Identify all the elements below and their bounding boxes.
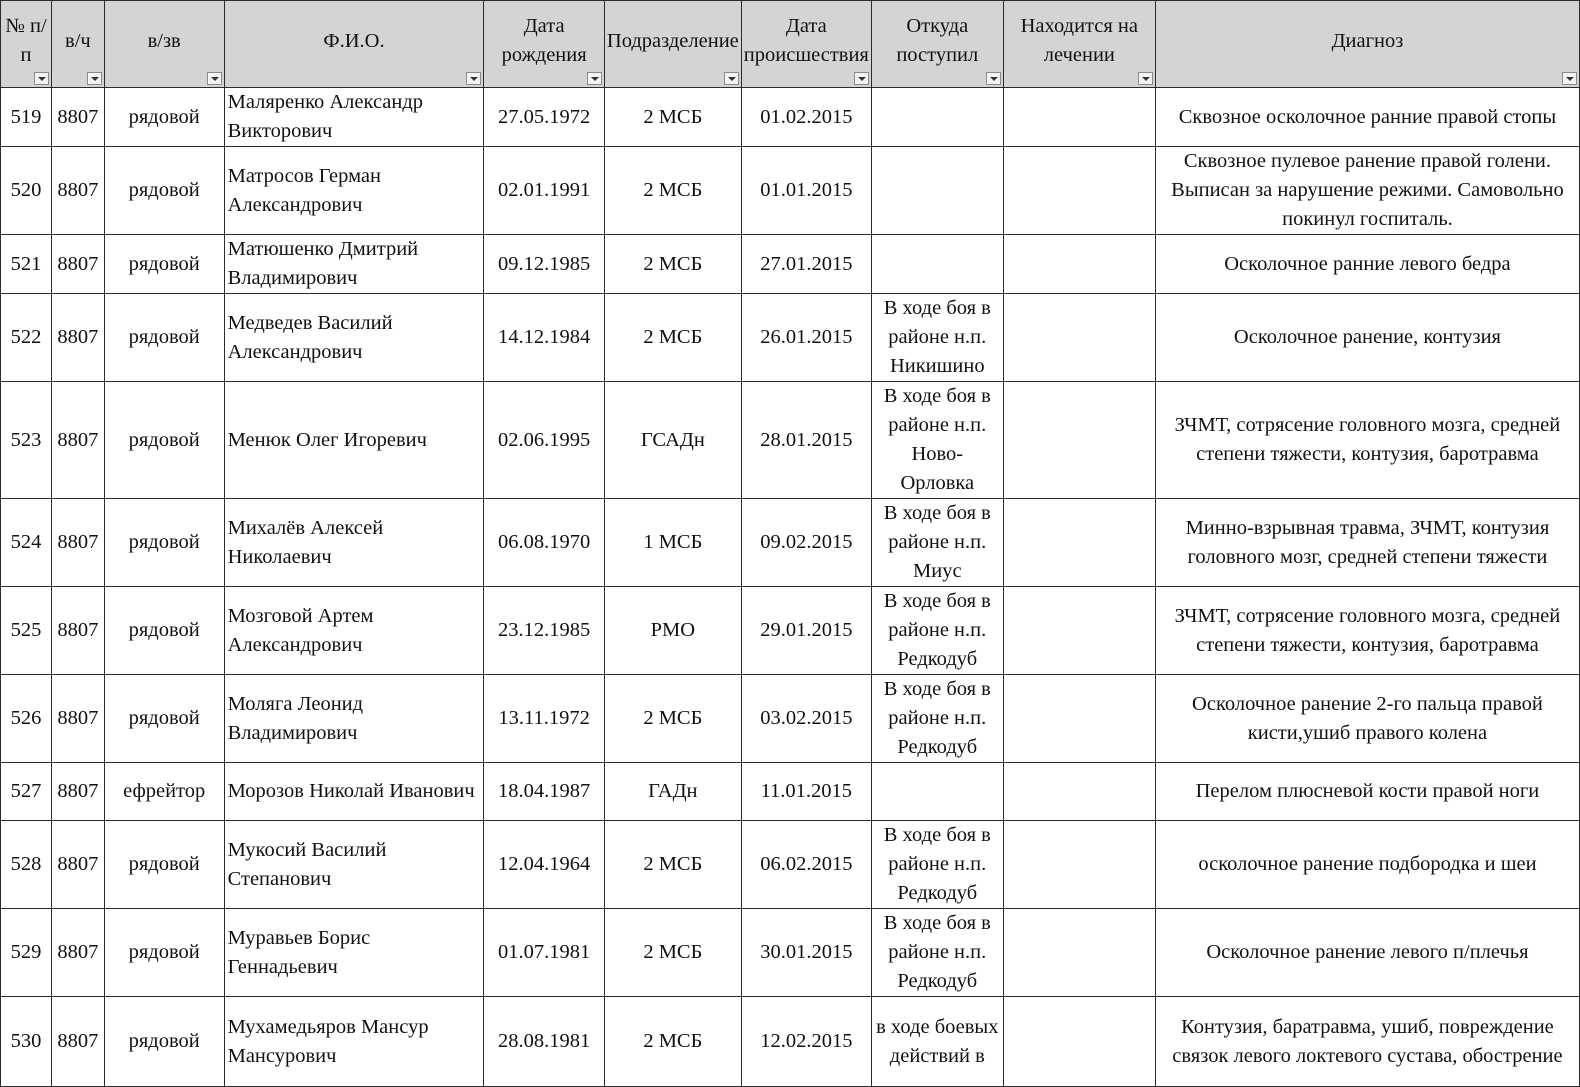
cell-division[interactable]: 2 МСБ [604, 147, 741, 235]
cell-origin[interactable] [871, 147, 1003, 235]
cell-num[interactable]: 529 [1, 909, 52, 997]
cell-incident[interactable]: 27.01.2015 [741, 235, 871, 294]
cell-rank[interactable]: рядовой [104, 88, 224, 147]
cell-unit[interactable]: 8807 [52, 147, 105, 235]
cell-name[interactable]: Мухамедьяров Мансур Мансурович [224, 997, 484, 1087]
cell-diagnosis[interactable]: Контузия, баратравма, ушиб, повреждение связок левого локтевого сустава, обострение [1155, 997, 1579, 1087]
cell-incident[interactable]: 09.02.2015 [741, 499, 871, 587]
cell-rank[interactable]: рядовой [104, 147, 224, 235]
cell-origin[interactable]: В ходе боя в районе н.п. Редкодуб [871, 909, 1003, 997]
filter-dropdown-icon[interactable] [34, 72, 49, 85]
cell-rank[interactable]: рядовой [104, 235, 224, 294]
table-row [1, 675, 1580, 763]
cell-rank[interactable]: рядовой [104, 382, 224, 499]
cell-origin[interactable]: В ходе боя в районе н.п. Никишино [871, 294, 1003, 382]
header-birth [484, 1, 605, 88]
cell-division[interactable]: 2 МСБ [604, 88, 741, 147]
cell-name[interactable]: Морозов Николай Иванович [224, 763, 484, 821]
header-label: Дата происшествия [743, 15, 869, 66]
cell-treatment[interactable] [1003, 763, 1155, 821]
cell-treatment[interactable] [1003, 997, 1155, 1087]
cell-birth[interactable]: 02.06.1995 [484, 382, 605, 499]
table-row [1, 763, 1580, 821]
table-row [1, 909, 1580, 997]
table-row [1, 499, 1580, 587]
cell-treatment[interactable] [1003, 499, 1155, 587]
cell-incident[interactable]: 03.02.2015 [741, 675, 871, 763]
cell-rank[interactable]: рядовой [104, 675, 224, 763]
cell-division[interactable]: 2 МСБ [604, 997, 741, 1087]
cell-origin[interactable]: в ходе боевых действий в [871, 997, 1003, 1087]
cell-name[interactable]: Муравьев Борис Геннадьевич [224, 909, 484, 997]
cell-name[interactable]: Мозговой Артем Александрович [224, 587, 484, 675]
filter-dropdown-icon[interactable] [1562, 72, 1577, 85]
cell-rank[interactable]: рядовой [104, 821, 224, 909]
cell-diagnosis[interactable]: Сквозное пулевое ранение правой голени. Выписан за нарушение режими. Самовольно покинул госпиталь. [1155, 147, 1579, 235]
header-row [1, 1, 1580, 88]
cell-treatment[interactable] [1003, 675, 1155, 763]
cell-diagnosis[interactable]: Осколочное ранение левого п/плечья [1155, 909, 1579, 997]
cell-division[interactable]: ГСАДн [604, 382, 741, 499]
cell-birth[interactable]: 06.08.1970 [484, 499, 605, 587]
cell-rank[interactable]: рядовой [104, 294, 224, 382]
cell-incident[interactable]: 26.01.2015 [741, 294, 871, 382]
cell-birth[interactable]: 13.11.1972 [484, 675, 605, 763]
cell-name[interactable]: Матросов Герман Александрович [224, 147, 484, 235]
cell-diagnosis[interactable]: осколочное ранение подбородка и шеи [1155, 821, 1579, 909]
cell-origin[interactable] [871, 235, 1003, 294]
cell-unit[interactable]: 8807 [52, 821, 105, 909]
cell-treatment[interactable] [1003, 587, 1155, 675]
cell-origin[interactable]: В ходе боя в районе н.п. Редкодуб [871, 587, 1003, 675]
header-name [224, 1, 484, 88]
cell-division[interactable]: 2 МСБ [604, 675, 741, 763]
header-label: Ф.И.О. [323, 29, 385, 52]
cell-diagnosis[interactable]: Осколочное ранение 2-го пальца правой кисти,ушиб правого колена [1155, 675, 1579, 763]
cell-division[interactable]: 2 МСБ [604, 235, 741, 294]
filter-dropdown-icon[interactable] [986, 72, 1001, 85]
header-incident [741, 1, 871, 88]
cell-origin[interactable]: В ходе боя в районе н.п. Ново-Орловка [871, 382, 1003, 499]
cell-incident[interactable]: 01.01.2015 [741, 147, 871, 235]
cell-rank[interactable]: рядовой [104, 909, 224, 997]
cell-treatment[interactable] [1003, 909, 1155, 997]
cell-num[interactable]: 522 [1, 294, 52, 382]
cell-unit[interactable]: 8807 [52, 235, 105, 294]
cell-treatment[interactable] [1003, 294, 1155, 382]
cell-incident[interactable]: 12.02.2015 [741, 997, 871, 1087]
cell-unit[interactable]: 8807 [52, 997, 105, 1087]
cell-name[interactable]: Мукосий Василий Степанович [224, 821, 484, 909]
cell-treatment[interactable] [1003, 235, 1155, 294]
cell-rank[interactable]: рядовой [104, 997, 224, 1087]
cell-num[interactable]: 528 [1, 821, 52, 909]
cell-incident[interactable]: 29.01.2015 [741, 587, 871, 675]
cell-birth[interactable]: 01.07.1981 [484, 909, 605, 997]
table-row [1, 821, 1580, 909]
cell-origin[interactable]: В ходе боя в районе н.п. Редкодуб [871, 675, 1003, 763]
table-row [1, 294, 1580, 382]
header-unit [52, 1, 105, 88]
cell-unit[interactable]: 8807 [52, 88, 105, 147]
cell-diagnosis[interactable]: Осколочное ранние левого бедра [1155, 235, 1579, 294]
cell-num[interactable]: 519 [1, 88, 52, 147]
cell-division[interactable]: 2 МСБ [604, 294, 741, 382]
cell-division[interactable]: РМО [604, 587, 741, 675]
filter-dropdown-icon[interactable] [207, 72, 222, 85]
cell-unit[interactable]: 8807 [52, 382, 105, 499]
header-origin [871, 1, 1003, 88]
cell-unit[interactable]: 8807 [52, 587, 105, 675]
table-row [1, 88, 1580, 147]
header-label: Диагноз [1331, 29, 1404, 52]
header-rank [104, 1, 224, 88]
header-label: Дата рождения [501, 15, 587, 66]
cell-birth[interactable]: 12.04.1964 [484, 821, 605, 909]
header-num [1, 1, 52, 88]
cell-rank[interactable]: ефрейтор [104, 763, 224, 821]
cell-origin[interactable]: В ходе боя в районе н.п. Миус [871, 499, 1003, 587]
cell-unit[interactable]: 8807 [52, 675, 105, 763]
cell-birth[interactable]: 09.12.1985 [484, 235, 605, 294]
cell-unit[interactable]: 8807 [52, 763, 105, 821]
cell-birth[interactable]: 02.01.1991 [484, 147, 605, 235]
filter-dropdown-icon[interactable] [87, 72, 102, 85]
cell-birth[interactable]: 23.12.1985 [484, 587, 605, 675]
cell-num[interactable]: 527 [1, 763, 52, 821]
cell-rank[interactable]: рядовой [104, 499, 224, 587]
cell-incident[interactable]: 30.01.2015 [741, 909, 871, 997]
cell-diagnosis[interactable]: ЗЧМТ, сотрясение головного мозга, средней степени тяжести, контузия, баротравма [1155, 587, 1579, 675]
cell-num[interactable]: 526 [1, 675, 52, 763]
cell-division[interactable]: 2 МСБ [604, 909, 741, 997]
cell-diagnosis[interactable]: ЗЧМТ, сотрясение головного мозга, средней степени тяжести, контузия, баротравма [1155, 382, 1579, 499]
header-treatment [1003, 1, 1155, 88]
table-body [1, 88, 1580, 1087]
cell-name[interactable]: Михалёв Алексей Николаевич [224, 499, 484, 587]
cell-name[interactable]: Медведев Василий Александрович [224, 294, 484, 382]
header-label: Откуда поступил [896, 15, 979, 66]
cell-num[interactable]: 521 [1, 235, 52, 294]
cell-diagnosis[interactable]: Осколочное ранение, контузия [1155, 294, 1579, 382]
cell-name[interactable]: Матюшенко Дмитрий Владимирович [224, 235, 484, 294]
filter-dropdown-icon[interactable] [854, 72, 869, 85]
header-label: Подразделение [606, 29, 739, 52]
cell-division[interactable]: 2 МСБ [604, 821, 741, 909]
header-label: в/ч [65, 29, 91, 52]
cell-incident[interactable]: 28.01.2015 [741, 382, 871, 499]
table-row [1, 587, 1580, 675]
cell-birth[interactable]: 27.05.1972 [484, 88, 605, 147]
cell-division[interactable]: 1 МСБ [604, 499, 741, 587]
table-row [1, 235, 1580, 294]
cell-num[interactable]: 525 [1, 587, 52, 675]
cell-diagnosis[interactable]: Перелом плюсневой кости правой ноги [1155, 763, 1579, 821]
cell-treatment[interactable] [1003, 382, 1155, 499]
filter-dropdown-icon[interactable] [724, 72, 739, 85]
cell-division[interactable]: ГАДн [604, 763, 741, 821]
cell-num[interactable]: 530 [1, 997, 52, 1087]
filter-dropdown-icon[interactable] [587, 72, 602, 85]
filter-dropdown-icon[interactable] [1138, 72, 1153, 85]
cell-birth[interactable]: 28.08.1981 [484, 997, 605, 1087]
table-row [1, 997, 1580, 1087]
cell-origin[interactable]: В ходе боя в районе н.п. Редкодуб [871, 821, 1003, 909]
table-row [1, 147, 1580, 235]
cell-num[interactable]: 523 [1, 382, 52, 499]
cell-diagnosis[interactable]: Сквозное осколочное ранние правой стопы [1155, 88, 1579, 147]
cell-treatment[interactable] [1003, 147, 1155, 235]
cell-incident[interactable]: 01.02.2015 [741, 88, 871, 147]
cell-num[interactable]: 524 [1, 499, 52, 587]
header-label: Находится на лечении [1020, 15, 1138, 66]
header-label: в/зв [147, 29, 181, 52]
cell-rank[interactable]: рядовой [104, 587, 224, 675]
cell-birth[interactable]: 14.12.1984 [484, 294, 605, 382]
cell-birth[interactable]: 18.04.1987 [484, 763, 605, 821]
cell-unit[interactable]: 8807 [52, 294, 105, 382]
header-label: № п/п [5, 15, 47, 66]
cell-num[interactable]: 520 [1, 147, 52, 235]
cell-diagnosis[interactable]: Минно-взрывная травма, ЗЧМТ, контузия головного мозг, средней степени тяжести [1155, 499, 1579, 587]
cell-origin[interactable] [871, 763, 1003, 821]
header-division [604, 1, 741, 88]
cell-unit[interactable]: 8807 [52, 499, 105, 587]
cell-name[interactable]: Менюк Олег Игоревич [224, 382, 484, 499]
cell-origin[interactable] [871, 88, 1003, 147]
cell-name[interactable]: Маляренко Александр Викторович [224, 88, 484, 147]
header-diagnosis [1155, 1, 1579, 88]
cell-name[interactable]: Моляга Леонид Владимирович [224, 675, 484, 763]
cell-treatment[interactable] [1003, 88, 1155, 147]
table-row [1, 382, 1580, 499]
cell-incident[interactable]: 06.02.2015 [741, 821, 871, 909]
filter-dropdown-icon[interactable] [466, 72, 481, 85]
cell-treatment[interactable] [1003, 821, 1155, 909]
cell-unit[interactable]: 8807 [52, 909, 105, 997]
cell-incident[interactable]: 11.01.2015 [741, 763, 871, 821]
